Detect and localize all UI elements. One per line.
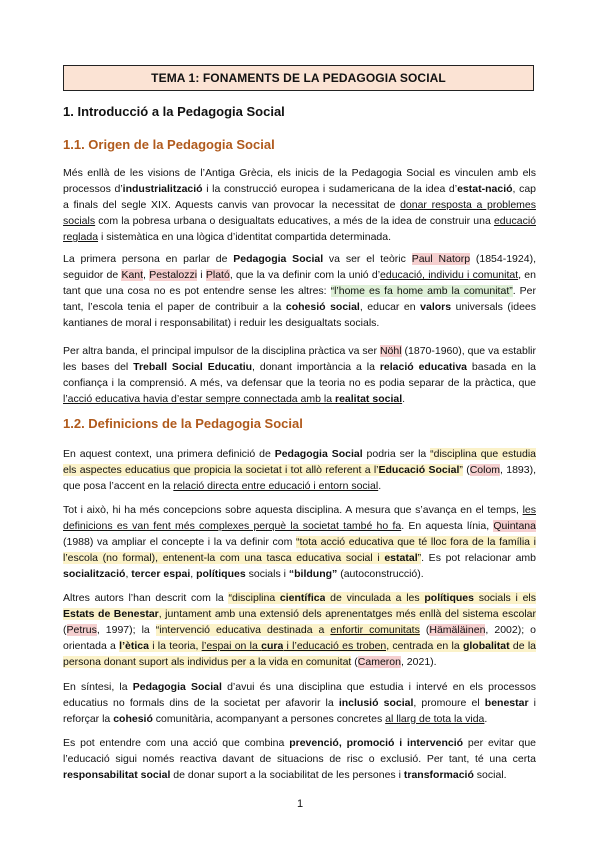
person-name: Pestalozzi <box>149 269 198 281</box>
person-name: Hämäläinen <box>429 624 486 636</box>
paragraph-nohl: Per altra banda, el principal impulsor de la disciplina pràctica va ser Nöhl (1870-1960), que va establir les bases del Treball Social Educatiu, donant importància a la relació educativa basada en la confiança i la comprensió. A més, va defensar que la teoria no es podia separar de la pràctica, que l’acció educativa havia d’estar sempre connectada amb la realitat social. <box>63 345 536 405</box>
person-name: Quintana <box>493 520 536 532</box>
person-name: Plató <box>205 269 230 281</box>
person-name: Paul Natorp <box>411 253 471 265</box>
person-name: Cameron <box>357 656 401 668</box>
page-number: 1 <box>296 798 304 810</box>
section-heading-intro: 1. Introducció a la Pedagogia Social <box>63 104 285 119</box>
subsection-heading-origin: 1.1. Origen de la Pedagogia Social <box>63 137 275 152</box>
person-name: Petrus <box>66 624 97 636</box>
paragraph-natorp: La primera persona en parlar de Pedagogia Social va ser el teòric Paul Natorp (1854-1924), seguidor de Kant, Pestalozzi i Plató, que la va definir com la unió d’educació, individu i comunitat, en tant que una cosa no es pot entendre sense les altres: “l’home es fa home amb la comunitat”. Per tant, l’escola tenia el paper de contribuir a la cohesió social, educar en valors universals (idees kantianes de moral i responsabilitat) i reduir les desigualtats socials. <box>63 253 537 329</box>
subsection-heading-definitions: 1.2. Definicions de la Pedagogia Social <box>63 416 303 431</box>
quote-highlight: “l’home es fa home amb la comunitat” <box>330 285 513 297</box>
paragraph-synthesis: En síntesi, la Pedagogia Social d’avui és una disciplina que estudia i intervé en els processos educatius no formals dins de la societat per afavorir la inclusió social, promoure el benestar i reforçar la cohesió comunitària, acompanyant a persones concretes al llarg de tota la vida. <box>63 681 537 725</box>
paragraph-combination: Es pot entendre com una acció que combina prevenció, promoció i intervenció per evitar que l’educació sigui només reactiva davant de situacions de risc o exclusió. Per tant, té una certa responsabilitat social de donar suport a la sociabilitat de les persones i transformació social. <box>63 737 537 781</box>
paragraph-first-definition: En aquest context, una primera definició de Pedagogia Social podria ser la “disciplina que estudia els aspectes educatius que propicia la societat i tot allò referent a l’Educació Social” (Colom, 1893), que posa l’accent en la relació directa entre educació i entorn social. <box>63 448 537 492</box>
person-name: Nöhl <box>379 345 402 357</box>
paragraph-origins: Més enllà de les visions de l’Antiga Grècia, els inicis de la Pedagogia Social es vinculen amb els processos d’industrialització i la construcció europea i sudamericana de la idea d’estat-nació, cap a finals del segle XIX. Aquests canvis van provocar la necessitat de donar resposta a problemes socials com la pobresa urbana o desigualtats educatives, a més de la idea de construir una educació reglada i sistemàtica en una lògica d’identitat compartida determinada. <box>63 167 537 243</box>
topic-title: TEMA 1: FONAMENTS DE LA PEDAGOGIA SOCIAL <box>63 65 534 91</box>
paragraph-quintana: Tot i això, hi ha més concepcions sobre aquesta disciplina. A mesura que s’avança en el temps, les definicions es van fent més complexes perquè la societat també ho fa. En aquesta línia, Quintana (1988) va ampliar el concepte i la va definir com “tota acció educativa que té lloc fora de la família i l’escola (no formal), entenent-la com una tasca educativa social i estatal”. Es pot relacionar amb socialització, tercer espai, polítiques socials i “bildung” (autoconstrucció). <box>63 504 536 580</box>
person-name: Kant <box>121 269 144 281</box>
paragraph-other-authors: Altres autors l’han descrit com la “disciplina científica de vinculada a les polítiques socials i els Estats de Benestar, juntament amb una extensió dels aprenentatges més enllà del sistema escolar (Petrus, 1997); la “intervenció educativa destinada a enfortir comunitats (Hämäläinen, 2002); o orientada a l’ètica i la teoria, l’espai on la cura i l’educació es troben, centrada en la globalitat de la persona donant suport als individus per a la vida en comunitat (Cameron, 2021). <box>63 592 537 668</box>
person-name: Colom <box>469 464 501 476</box>
